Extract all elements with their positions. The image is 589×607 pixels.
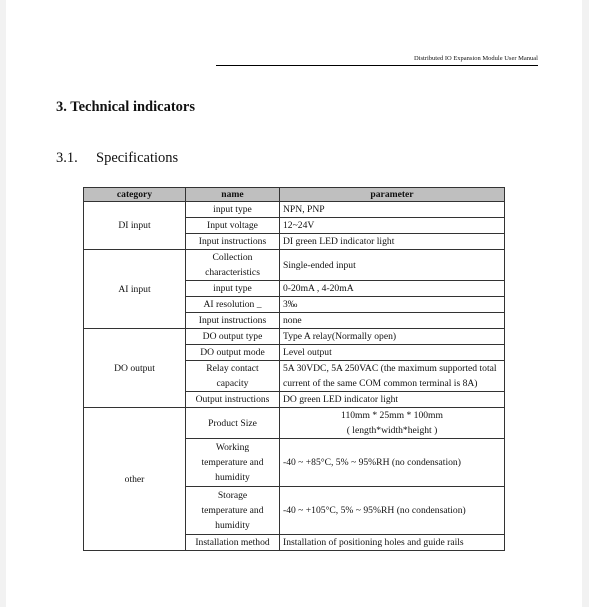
column-header-category: category bbox=[84, 188, 186, 202]
table-header-row bbox=[84, 188, 505, 202]
name-cell: Relay contact capacity bbox=[186, 361, 280, 392]
subsection-heading bbox=[56, 150, 178, 167]
parameter-cell: Level output bbox=[280, 345, 505, 361]
parameter-cell: -40 ~ +105°C, 5% ~ 95%RH (no condensation) bbox=[280, 487, 505, 535]
name-cell: input type bbox=[186, 202, 280, 218]
section-title: Technical indicators bbox=[70, 99, 195, 115]
category-cell: DO output bbox=[84, 329, 186, 408]
subsection-number: 3.1. bbox=[56, 150, 78, 166]
category-cell: AI input bbox=[84, 250, 186, 329]
parameter-cell: 3‰ bbox=[280, 297, 505, 313]
parameter-cell: none bbox=[280, 313, 505, 329]
name-cell: Installation method bbox=[186, 535, 280, 551]
name-cell: Product Size bbox=[186, 408, 280, 439]
name-cell: Storage temperature and humidity bbox=[186, 487, 280, 535]
table-row bbox=[84, 329, 505, 345]
name-cell: Input instructions bbox=[186, 313, 280, 329]
parameter-cell bbox=[280, 408, 505, 439]
size-dimensions-legend: ( length*width*height ) bbox=[346, 425, 438, 436]
name-cell: Working temperature and humidity bbox=[186, 439, 280, 487]
name-cell: Input voltage bbox=[186, 218, 280, 234]
header-rule bbox=[216, 65, 538, 66]
parameter-cell: DO green LED indicator light bbox=[280, 392, 505, 408]
parameter-cell: Installation of positioning holes and guide rails bbox=[280, 535, 505, 551]
running-header: Distributed IO Expansion Module User Manual bbox=[413, 55, 538, 62]
parameter-cell: DI green LED indicator light bbox=[280, 234, 505, 250]
section-heading bbox=[56, 99, 195, 116]
table-row bbox=[84, 408, 505, 439]
parameter-cell: -40 ~ +85°C, 5% ~ 95%RH (no condensation) bbox=[280, 439, 505, 487]
column-header-parameter: parameter bbox=[280, 188, 505, 202]
category-cell: DI input bbox=[84, 202, 186, 250]
parameter-cell: 0-20mA , 4-20mA bbox=[280, 281, 505, 297]
parameter-cell: 12~24V bbox=[280, 218, 505, 234]
specifications-table bbox=[83, 187, 505, 551]
parameter-cell: NPN, PNP bbox=[280, 202, 505, 218]
name-cell: Output instructions bbox=[186, 392, 280, 408]
name-cell: DO output type bbox=[186, 329, 280, 345]
table-row bbox=[84, 202, 505, 218]
name-cell: AI resolution _ bbox=[186, 297, 280, 313]
subsection-title: Specifications bbox=[96, 150, 179, 166]
parameter-cell: 5A 30VDC, 5A 250VAC (the maximum supported total current of the same COM common terminal is 8A) bbox=[280, 361, 505, 392]
table-row bbox=[84, 250, 505, 281]
section-number: 3. bbox=[56, 99, 67, 115]
parameter-cell: Single-ended input bbox=[280, 250, 505, 281]
column-header-name: name bbox=[186, 188, 280, 202]
size-dimensions: 110mm * 25mm * 100mm bbox=[341, 410, 443, 421]
name-cell: input type bbox=[186, 281, 280, 297]
category-cell: other bbox=[84, 408, 186, 551]
name-cell: Collection characteristics bbox=[186, 250, 280, 281]
name-cell: DO output mode bbox=[186, 345, 280, 361]
name-cell: Input instructions bbox=[186, 234, 280, 250]
parameter-cell: Type A relay(Normally open) bbox=[280, 329, 505, 345]
